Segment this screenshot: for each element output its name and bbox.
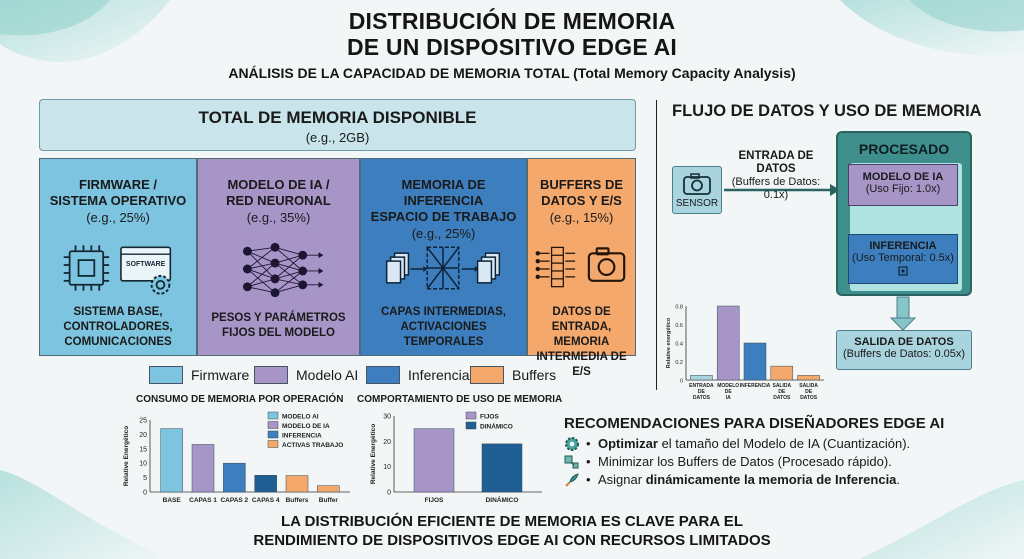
y-tick-label: 0.6 (675, 323, 683, 329)
legend-swatch (268, 441, 278, 448)
flow-title: FLUJO DE DATOS Y USO DE MEMORIA (672, 102, 982, 120)
ai-model-node-sub: (Uso Fijo: 1.0x) (865, 183, 941, 195)
x-tick-label: DATOS (692, 395, 710, 401)
y-tick-label: 5 (143, 475, 147, 483)
x-tick-label: Buffers (285, 497, 309, 504)
y-tick-label: 0.4 (675, 341, 683, 348)
chip-icon (64, 245, 109, 290)
rec-text: . (896, 472, 901, 487)
inference-desc: CAPAS INTERMEDIAS, ACTIVACIONES TEMPORALES (380, 306, 507, 348)
y-axis-label: Relative energético (666, 317, 672, 369)
chart3-svg (664, 300, 828, 404)
output-data-sub: (Buffers de Datos: 0.05x) (842, 348, 966, 360)
x-tick-label: DATOS (800, 395, 818, 401)
chart2-svg (366, 406, 546, 508)
y-tick-label: 30 (383, 413, 391, 421)
y-tick-label: 0 (679, 378, 683, 385)
buffers-title: BUFFERS DE DATOS Y E/S (539, 177, 624, 208)
buffers-column (527, 158, 636, 378)
y-tick-label: 25 (139, 417, 147, 425)
legend-label: Firmware (191, 367, 250, 383)
bar (744, 343, 766, 380)
gear-icon (564, 436, 580, 452)
output-data-box (836, 330, 972, 370)
output-data-title: SALIDA DE DATOS (854, 336, 954, 348)
inference-column (360, 158, 527, 356)
legend-label: ACTIVAS TRABAJO (282, 442, 344, 449)
legend-swatch (149, 366, 183, 384)
rec-text: Minimizar los Buffers de Datos (Procesado rápido). (598, 454, 892, 469)
total-memory-example: (e.g., 2GB) (305, 130, 370, 145)
legend-label: DINÁMICO (480, 423, 513, 431)
camera-icon (682, 172, 712, 196)
bar (482, 444, 522, 492)
x-tick-label: ENTRADA (689, 383, 714, 389)
y-tick-label: 0 (387, 489, 391, 497)
y-tick-label: 10 (139, 460, 147, 468)
ai-model-column (197, 158, 360, 356)
x-tick-label: CAPAS 1 (189, 497, 217, 504)
x-tick-label: DE (805, 389, 813, 395)
legend-label: Modelo AI (296, 367, 359, 383)
inference-node-sub: (Uso Temporal: 0.5x) (852, 252, 954, 264)
x-tick-label: IA (725, 395, 731, 401)
camera-icon (589, 248, 624, 280)
y-tick-label: 20 (383, 438, 391, 446)
legend-swatch (268, 431, 278, 438)
input-data-title: ENTRADA DE DATOS (738, 150, 814, 175)
x-tick-label: CAPAS 4 (251, 497, 280, 504)
rec-text-pre: Asignar (598, 472, 646, 487)
legend-label: MODELO AI (282, 413, 319, 421)
firmware-title: FIRMWARE / SISTEMA OPERATIVO (49, 177, 187, 208)
legend-label: Buffers (512, 367, 557, 383)
legend-label: MODELO DE IA (282, 423, 330, 430)
rec-bold: Optimizar (598, 436, 658, 451)
x-tick-label: DINÁMICO (485, 497, 519, 504)
legend-swatch (466, 422, 476, 429)
legend-swatch (466, 412, 476, 419)
footer-line1: LA DISTRIBUCIÓN EFICIENTE DE MEMORIA ES CLAVE PARA EL (281, 513, 743, 530)
input-data-sub: (Buffers de Datos: 0.1x) (731, 176, 821, 201)
ai-model-title: MODELO DE IA / RED NEURONAL (226, 177, 331, 208)
bar (192, 444, 214, 492)
page-title-line2: DE UN DISPOSITIVO EDGE AI (346, 34, 678, 60)
software-label: SOFTWARE (126, 261, 166, 269)
y-tick-label: 15 (139, 446, 147, 454)
y-tick-label: 0 (143, 489, 147, 497)
firmware-desc: SISTEMA BASE, CONTROLADORES, COMUNICACIONES (63, 306, 173, 348)
x-tick-label: BASE (162, 497, 181, 504)
bar (317, 486, 339, 492)
chart2-title: COMPORTAMIENTO DE USO DE MEMORIA (357, 394, 563, 405)
software-window-icon (121, 247, 170, 281)
bar (771, 366, 793, 380)
x-tick-label: DATOS (773, 395, 791, 401)
legend-swatch (268, 422, 278, 429)
legend-swatch (366, 366, 400, 384)
memory-buffer-icon (536, 247, 575, 286)
x-tick-label: CAPAS 2 (220, 497, 249, 504)
recommendations-title: RECOMENDACIONES PARA DISEÑADORES EDGE AI (564, 415, 945, 432)
y-tick-label: 10 (383, 464, 391, 472)
page-title-line1: DISTRIBUCIÓN DE MEMORIA (348, 8, 676, 34)
legend-label: FIJOS (480, 413, 499, 421)
buffers-pct: (e.g., 15%) (549, 210, 614, 225)
y-tick-label: 0.8 (675, 304, 683, 311)
sensor-label: SENSOR (675, 198, 719, 209)
firmware-icons (40, 239, 196, 299)
legend-swatch (254, 366, 288, 384)
bar (255, 475, 277, 492)
scale-down-icon (564, 454, 580, 470)
x-tick-label: INFERENCIA (739, 383, 771, 389)
x-tick-label: FIJOS (424, 497, 444, 504)
bar (690, 375, 712, 380)
gear-icon (152, 276, 170, 294)
bar (161, 429, 183, 492)
bar (286, 476, 308, 492)
inference-title: MEMORIA DE INFERENCIA ESPACIO DE TRABAJO (370, 177, 517, 224)
inference-node (848, 234, 958, 284)
x-tick-label: DE (778, 389, 786, 395)
bar (717, 306, 739, 380)
firmware-pct: (e.g., 25%) (86, 210, 150, 225)
legend-swatch (470, 366, 504, 384)
bar (798, 375, 820, 380)
y-tick-label: 20 (139, 431, 147, 439)
y-axis-label: Relative Energético (370, 423, 377, 485)
bar (223, 463, 245, 492)
layers-transform-icon (361, 239, 526, 299)
ai-model-desc: PESOS Y PARÁMETROS FIJOS DEL MODELO (211, 312, 346, 339)
chart1-svg (118, 406, 354, 508)
inference-pct: (e.g., 25%) (411, 226, 476, 241)
inference-node-title: INFERENCIA (869, 240, 937, 252)
chart1-title: CONSUMO DE MEMORIA POR OPERACIÓN (136, 394, 344, 405)
processing-title: PROCESADO (858, 141, 950, 157)
buffers-icons (528, 239, 635, 299)
total-memory-title: TOTAL DE MEMORIA DISPONIBLE (198, 108, 477, 127)
ai-model-pct: (e.g., 35%) (246, 210, 311, 225)
x-tick-label: SALIDA (772, 383, 792, 389)
firmware-column (39, 158, 197, 356)
rocket-icon (564, 472, 580, 488)
x-tick-label: MODELO (717, 383, 740, 389)
buffers-desc: DATOS DE ENTRADA, MEMORIA INTERMEDIA DE E/S (536, 306, 627, 378)
sensor-box (672, 166, 722, 214)
input-data-label (722, 150, 830, 202)
legend-label: Inferencia (408, 367, 470, 383)
rec-bold: dinámicamente la memoria de Inferencia (645, 472, 897, 487)
vertical-divider (656, 100, 657, 390)
neural-network-icon (198, 239, 359, 299)
page-subtitle: ANÁLISIS DE LA CAPACIDAD DE MEMORIA TOTAL (Total Memory Capacity Analysis) (228, 65, 796, 81)
legend-swatch (268, 412, 278, 419)
y-tick-label: 0.2 (675, 360, 683, 366)
chip-icon (897, 265, 909, 277)
x-tick-label: DE (724, 389, 732, 395)
footer-line2: RENDIMIENTO DE DISPOSITIVOS EDGE AI CON RECURSOS LIMITADOS (253, 532, 771, 549)
total-memory-box (39, 99, 636, 151)
rec-text: el tamaño del Modelo de IA (Cuantización). (657, 436, 911, 451)
bar (414, 429, 454, 492)
ai-model-node (848, 164, 958, 206)
x-tick-label: Buffer (318, 497, 338, 504)
ai-model-node-title: MODELO DE IA (862, 171, 944, 183)
x-tick-label: SALIDA (799, 383, 818, 389)
legend-label: INFERENCIA (282, 432, 322, 440)
x-tick-label: DE (697, 389, 705, 395)
y-axis-label: Relative Energético (123, 425, 130, 487)
